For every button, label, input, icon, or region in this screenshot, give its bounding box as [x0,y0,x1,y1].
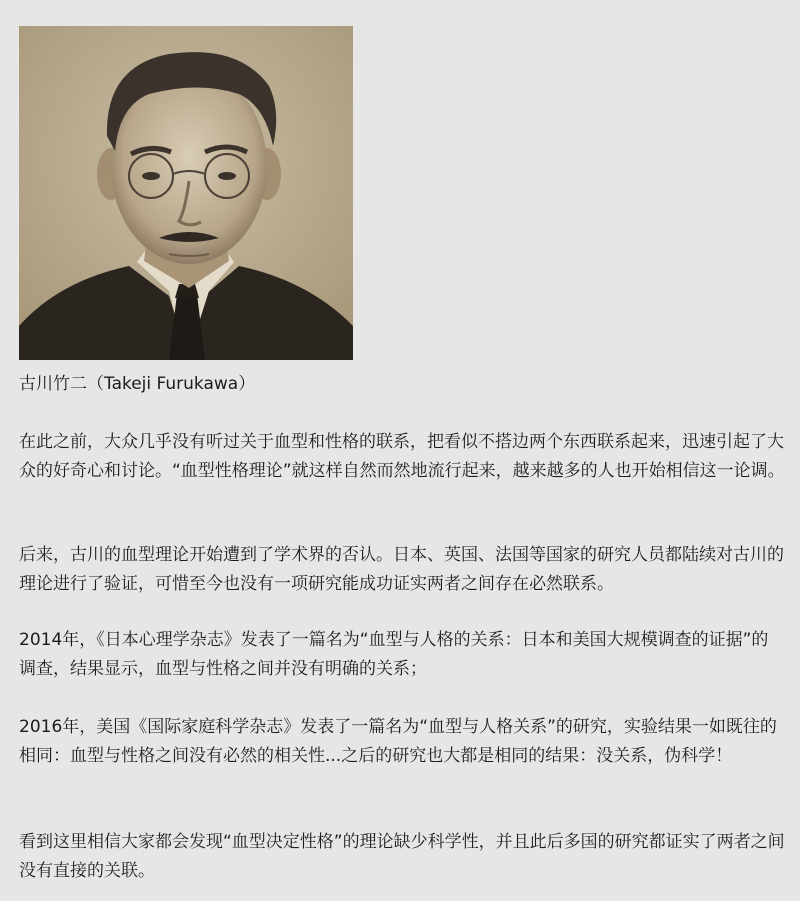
portrait-illustration [19,26,353,360]
paragraph: 后来，古川的血型理论开始遭到了学术界的否认。日本、英国、法国等国家的研究人员都陆续对古川的理论进行了验证，可惜至今也没有一项研究能成功证实两者之间存在必然联系。 [19,545,784,594]
portrait-photo [19,26,353,360]
photo-caption: 古川竹二（Takeji Furukawa） [19,374,256,394]
paragraph: 2014年，《日本心理学杂志》发表了一篇名为“血型与人格的关系：日本和美国大规模调查的证据”的调查，结果显示，血型与性格之间并没有明确的关系； [19,630,769,679]
paragraph: 看到这里相信大家都会发现“血型决定性格”的理论缺少科学性，并且此后多国的研究都证实了两者之间没有直接的关联。 [19,832,785,881]
paragraph: 在此之前，大众几乎没有听过关于血型和性格的联系，把看似不搭边两个东西联系起来，迅速引起了大众的好奇心和讨论。“血型性格理论”就这样自然而然地流行起来，越来越多的人也开始相信这一论调。 [19,432,785,481]
paragraph: 2016年，美国《国际家庭科学杂志》发表了一篇名为“血型与人格关系”的研究，实验结果一如既往的相同：血型与性格之间没有必然的相关性...之后的研究也大都是相同的结果：没关系，伪科学！ [19,717,777,766]
